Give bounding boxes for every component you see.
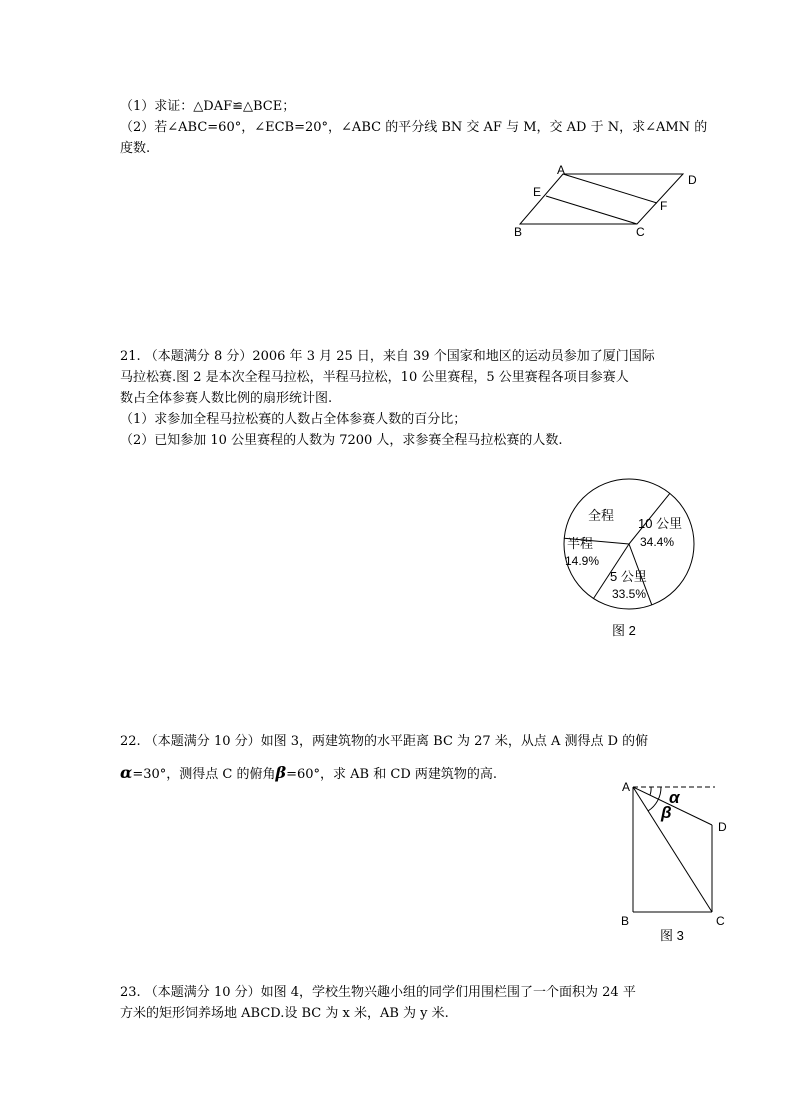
parallelogram-figure <box>505 160 705 242</box>
q23-line2: 方米的矩形饲养场地 ABCD.设 BC 为 x 米，AB 为 y 米. <box>120 1006 449 1021</box>
parallelogram-abcd <box>520 174 683 224</box>
slice-label-5km-pct: 33.5% <box>612 587 647 601</box>
slice-label-5km-name: 5 公里 <box>610 569 647 584</box>
beta-symbol: β <box>275 763 287 782</box>
segment-af <box>563 174 657 203</box>
label-d: D <box>688 173 697 187</box>
q20-part2-line2: 度数. <box>120 141 151 156</box>
q20-part2-line1: （2）若∠ABC=60°，∠ECB=20°，∠ABC 的平分线 BN 交 AF 与 M，交 AD 于 N，求∠AMN 的 <box>120 120 708 135</box>
label-c: C <box>716 914 725 928</box>
q22-line2-b: =60°，求 AB 和 CD 两建筑物的高. <box>286 767 498 782</box>
segment-ec <box>546 196 637 224</box>
label-c: C <box>636 225 645 239</box>
label-b: B <box>514 225 523 239</box>
q21-part2: （2）已知参加 10 公里赛程的人数为 7200 人，求参赛全程马拉松赛的人数. <box>120 433 563 448</box>
label-beta: β <box>661 803 672 822</box>
slice-label-half-name: 半程 <box>567 536 594 551</box>
label-alpha: α <box>669 788 680 807</box>
q22-line2 <box>120 764 497 784</box>
alpha-symbol: α <box>120 763 133 782</box>
label-a: A <box>622 780 631 794</box>
q21-line2: 马拉松赛.图 2 是本次全程马拉松，半程马拉松，10 公里赛程，5 公里赛程各项目参赛人 <box>120 370 629 385</box>
q22-line2-a: =30°，测得点 C 的俯角 <box>132 767 276 782</box>
q21-line3: 数占全体参赛人数比例的扇形统计图. <box>120 391 333 406</box>
pie-caption: 图 2 <box>612 623 636 638</box>
q21-part1: （1）求参加全程马拉松赛的人数占全体参赛人数的百分比； <box>120 412 467 427</box>
slice-label-10km-pct: 34.4% <box>640 535 675 549</box>
label-f: F <box>660 199 668 213</box>
q21-line1: 21. （本题满分 8 分）2006 年 3 月 25 日，来自 39 个国家和地区的运动员参加了厦门国际 <box>120 349 655 364</box>
label-d: D <box>718 820 727 834</box>
angle-arc-alpha <box>650 787 651 795</box>
buildings-figure <box>615 775 735 945</box>
figure3-caption: 图 3 <box>660 928 684 943</box>
label-a: A <box>557 163 566 177</box>
pie-chart <box>555 470 705 645</box>
q20-part1: （1）求证：△DAF≌△BCE； <box>120 99 296 114</box>
slice-label-10km-name: 10 公里 <box>638 516 683 531</box>
q22-line1: 22. （本题满分 10 分）如图 3，两建筑物的水平距离 BC 为 27 米，从点 A 测得点 D 的俯 <box>120 734 649 749</box>
label-b: B <box>621 914 630 928</box>
slice-label-half-pct: 14.9% <box>565 554 600 568</box>
q23-line1: 23. （本题满分 10 分）如图 4，学校生物兴趣小组的同学们用围栏围了一个面积为 24 平 <box>120 985 636 1000</box>
label-e: E <box>533 185 542 199</box>
slice-label-full: 全程 <box>588 508 615 523</box>
